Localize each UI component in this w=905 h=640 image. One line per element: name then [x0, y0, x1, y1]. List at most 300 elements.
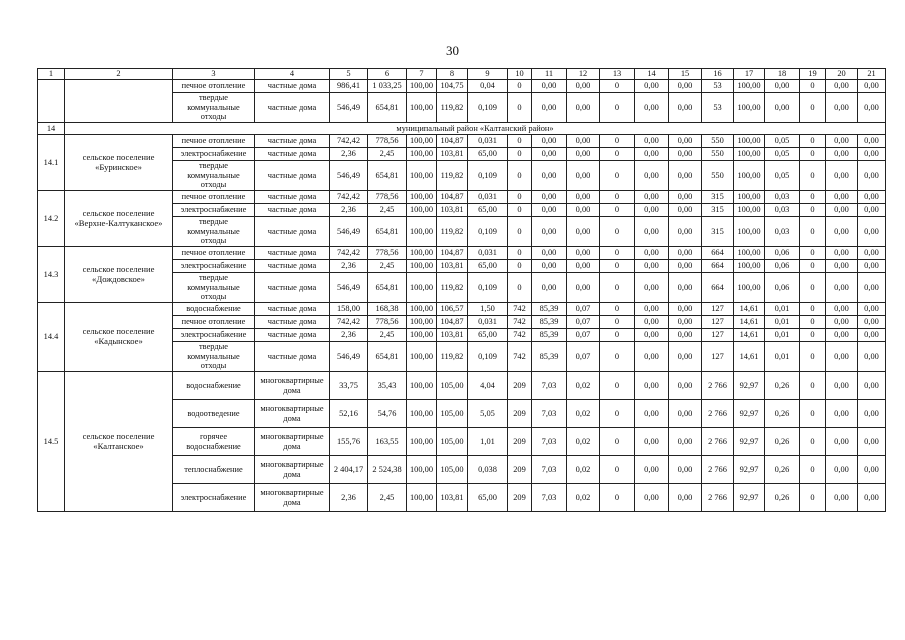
- table-row: [38, 191, 886, 204]
- table-cell: 104,87: [437, 316, 468, 329]
- table-cell: 654,81: [368, 93, 407, 123]
- table-cell: 0: [800, 93, 826, 123]
- table-cell: 119,82: [437, 217, 468, 247]
- table-cell: 209: [508, 456, 532, 484]
- table-cell: 0: [600, 148, 635, 161]
- table-cell: 0,00: [858, 484, 886, 512]
- table-cell: 2 404,17: [330, 456, 368, 484]
- table-cell: 315: [702, 191, 734, 204]
- table-cell: 2,45: [368, 260, 407, 273]
- table-cell: 0,00: [532, 204, 567, 217]
- table-cell: 92,97: [734, 484, 765, 512]
- table-cell: 14,61: [734, 329, 765, 342]
- blank-cell: [38, 80, 65, 123]
- table-cell: многоквартирные дома: [255, 456, 330, 484]
- blank-cell: [65, 80, 173, 123]
- table-cell: 0: [600, 342, 635, 372]
- table-cell: 0,00: [858, 303, 886, 316]
- table-cell: 65,00: [468, 148, 508, 161]
- table-cell: 0: [508, 80, 532, 93]
- table-cell: 0,00: [826, 456, 858, 484]
- group-number: 14.2: [38, 191, 65, 247]
- table-cell: 550: [702, 161, 734, 191]
- table-cell: 100,00: [407, 80, 437, 93]
- table-cell: 0: [800, 135, 826, 148]
- table-cell: 664: [702, 247, 734, 260]
- table-cell: 0: [800, 260, 826, 273]
- table-cell: 127: [702, 316, 734, 329]
- table-cell: 0,00: [858, 273, 886, 303]
- section-row: [38, 123, 886, 135]
- table-cell: теплоснабжение: [173, 456, 255, 484]
- table-cell: 0,00: [858, 260, 886, 273]
- table-cell: 986,41: [330, 80, 368, 93]
- table-cell: 0,07: [567, 342, 600, 372]
- table-cell: 0,00: [669, 217, 702, 247]
- table-cell: 0,00: [532, 93, 567, 123]
- column-number: 9: [468, 69, 508, 80]
- table-cell: 742: [508, 303, 532, 316]
- table-cell: 53: [702, 80, 734, 93]
- table-cell: 0,00: [635, 303, 669, 316]
- column-number: 8: [437, 69, 468, 80]
- settlement-name: сельское поселение «Кадынское»: [65, 303, 173, 372]
- table-cell: горячее водоснабжение: [173, 428, 255, 456]
- table-cell: 100,00: [734, 80, 765, 93]
- column-number: 3: [173, 69, 255, 80]
- table-cell: 0,00: [635, 191, 669, 204]
- table-cell: 742: [508, 342, 532, 372]
- table-cell: 7,03: [532, 456, 567, 484]
- table-cell: 0,00: [532, 161, 567, 191]
- table-cell: 0: [600, 273, 635, 303]
- table-cell: 0,109: [468, 273, 508, 303]
- table-cell: 0,03: [765, 204, 800, 217]
- table-cell: 119,82: [437, 93, 468, 123]
- table-cell: твердые коммунальные отходы: [173, 161, 255, 191]
- table-cell: 742,42: [330, 135, 368, 148]
- table-cell: 0,00: [635, 80, 669, 93]
- table-cell: 0: [800, 273, 826, 303]
- table-cell: 0: [508, 148, 532, 161]
- settlement-name: сельское поселение «Дождовское»: [65, 247, 173, 303]
- table-cell: 0,00: [826, 80, 858, 93]
- table-cell: частные дома: [255, 342, 330, 372]
- table-cell: 53: [702, 93, 734, 123]
- column-number: 20: [826, 69, 858, 80]
- table-cell: 100,00: [734, 93, 765, 123]
- table-cell: 0,00: [532, 273, 567, 303]
- table-cell: 0: [800, 456, 826, 484]
- table-cell: 0,109: [468, 342, 508, 372]
- settlement-name: сельское поселение «Калтанское»: [65, 372, 173, 512]
- table-cell: 0,00: [826, 191, 858, 204]
- table-cell: 4,04: [468, 372, 508, 400]
- table-cell: 2,45: [368, 204, 407, 217]
- table-cell: 100,00: [407, 247, 437, 260]
- table-cell: 100,00: [407, 316, 437, 329]
- table-cell: 546,49: [330, 93, 368, 123]
- table-cell: 0,01: [765, 342, 800, 372]
- table-cell: 100,00: [407, 217, 437, 247]
- table-cell: 0,00: [635, 273, 669, 303]
- table-cell: твердые коммунальные отходы: [173, 93, 255, 123]
- table-cell: 54,76: [368, 400, 407, 428]
- table-cell: 0,00: [532, 247, 567, 260]
- table-cell: 0,00: [858, 329, 886, 342]
- table-cell: 0,00: [532, 191, 567, 204]
- table-cell: 0,03: [765, 191, 800, 204]
- table-cell: 100,00: [407, 148, 437, 161]
- table-cell: 742,42: [330, 247, 368, 260]
- table-cell: 0: [508, 135, 532, 148]
- column-number: 13: [600, 69, 635, 80]
- table-cell: 0,01: [765, 329, 800, 342]
- table-cell: 209: [508, 400, 532, 428]
- table-cell: 158,00: [330, 303, 368, 316]
- table-cell: 103,81: [437, 204, 468, 217]
- table-cell: 0,02: [567, 428, 600, 456]
- table-cell: 7,03: [532, 372, 567, 400]
- column-number: 21: [858, 69, 886, 80]
- table-cell: 0,05: [765, 148, 800, 161]
- table-cell: 0,03: [765, 217, 800, 247]
- table-cell: 14,61: [734, 303, 765, 316]
- table-cell: 127: [702, 329, 734, 342]
- table-cell: 209: [508, 484, 532, 512]
- table-cell: 550: [702, 135, 734, 148]
- table-cell: 0,00: [635, 148, 669, 161]
- table-cell: 104,87: [437, 135, 468, 148]
- table-cell: 0,00: [669, 148, 702, 161]
- table-cell: 742,42: [330, 316, 368, 329]
- table-cell: 0,02: [567, 484, 600, 512]
- table-cell: 0: [600, 80, 635, 93]
- table-cell: 0,00: [567, 148, 600, 161]
- table-cell: 0,00: [858, 342, 886, 372]
- table-cell: 100,00: [407, 93, 437, 123]
- table-cell: 654,81: [368, 217, 407, 247]
- table-cell: 0,00: [635, 342, 669, 372]
- table-cell: 0: [600, 428, 635, 456]
- table-cell: 155,76: [330, 428, 368, 456]
- table-cell: 0,00: [669, 428, 702, 456]
- column-number: 2: [65, 69, 173, 80]
- table-cell: 0,00: [669, 372, 702, 400]
- table-cell: 0,00: [826, 247, 858, 260]
- table-cell: 0: [600, 400, 635, 428]
- table-cell: 0,00: [858, 191, 886, 204]
- table-cell: 100,00: [407, 428, 437, 456]
- table-cell: 0,00: [669, 260, 702, 273]
- table-cell: 0,00: [669, 484, 702, 512]
- table-cell: 654,81: [368, 342, 407, 372]
- table-cell: 0,00: [669, 80, 702, 93]
- table-cell: 0,00: [635, 135, 669, 148]
- table-cell: 0,26: [765, 484, 800, 512]
- table-cell: 0,00: [826, 372, 858, 400]
- table-cell: 0,00: [669, 273, 702, 303]
- table-cell: 0: [800, 484, 826, 512]
- table-cell: 2,36: [330, 148, 368, 161]
- table-cell: 0,00: [567, 217, 600, 247]
- table-cell: 0: [800, 303, 826, 316]
- table-cell: 0,00: [858, 204, 886, 217]
- table-cell: 0,00: [669, 93, 702, 123]
- table-cell: частные дома: [255, 303, 330, 316]
- table-cell: 0,00: [669, 400, 702, 428]
- table-cell: 0: [800, 372, 826, 400]
- table-cell: электроснабжение: [173, 148, 255, 161]
- table-cell: 2 766: [702, 428, 734, 456]
- table-cell: частные дома: [255, 148, 330, 161]
- table-cell: 0: [800, 217, 826, 247]
- table-cell: 100,00: [407, 273, 437, 303]
- table-cell: 100,00: [407, 400, 437, 428]
- table-cell: 0,038: [468, 456, 508, 484]
- table-cell: 7,03: [532, 400, 567, 428]
- table-cell: 105,00: [437, 428, 468, 456]
- column-number: 12: [567, 69, 600, 80]
- table-cell: 100,00: [407, 456, 437, 484]
- table-cell: 0,06: [765, 247, 800, 260]
- table-cell: 100,00: [407, 372, 437, 400]
- table-cell: 0,00: [635, 428, 669, 456]
- page-number: 30: [446, 43, 459, 58]
- table-cell: 0,00: [765, 93, 800, 123]
- table-cell: 654,81: [368, 161, 407, 191]
- table-cell: 0,031: [468, 247, 508, 260]
- table-cell: 100,00: [407, 191, 437, 204]
- table-cell: 0: [508, 217, 532, 247]
- table-cell: 0: [508, 260, 532, 273]
- table-cell: 0,00: [567, 161, 600, 191]
- table-cell: 0,00: [826, 329, 858, 342]
- table-cell: 0,00: [826, 135, 858, 148]
- table-cell: 0: [600, 260, 635, 273]
- table-cell: 0,01: [765, 316, 800, 329]
- table-cell: 5,05: [468, 400, 508, 428]
- table-cell: 33,75: [330, 372, 368, 400]
- table-cell: 0: [600, 93, 635, 123]
- column-number: 4: [255, 69, 330, 80]
- table-cell: 105,00: [437, 372, 468, 400]
- table-cell: 100,00: [407, 484, 437, 512]
- column-number: 16: [702, 69, 734, 80]
- table-cell: 85,39: [532, 329, 567, 342]
- column-number: 10: [508, 69, 532, 80]
- table-cell: 0,06: [765, 273, 800, 303]
- table-cell: 0,00: [567, 80, 600, 93]
- table-cell: 0,00: [826, 148, 858, 161]
- table-cell: 119,82: [437, 161, 468, 191]
- table-cell: 0: [508, 204, 532, 217]
- table-cell: 0: [508, 273, 532, 303]
- table-cell: 65,00: [468, 260, 508, 273]
- table-cell: 0,00: [858, 316, 886, 329]
- table-row: [38, 303, 886, 316]
- table-cell: печное отопление: [173, 316, 255, 329]
- table-row: [38, 135, 886, 148]
- table-cell: 0,00: [635, 400, 669, 428]
- table-cell: 103,81: [437, 260, 468, 273]
- table-cell: 92,97: [734, 456, 765, 484]
- table-cell: 100,00: [734, 191, 765, 204]
- table-cell: электроснабжение: [173, 260, 255, 273]
- table-cell: 100,00: [734, 260, 765, 273]
- table-cell: 100,00: [407, 329, 437, 342]
- table-cell: 100,00: [407, 161, 437, 191]
- table-cell: 0,00: [858, 456, 886, 484]
- table-cell: 209: [508, 428, 532, 456]
- table-cell: 7,03: [532, 428, 567, 456]
- table-row: [38, 247, 886, 260]
- table-cell: 0,00: [532, 135, 567, 148]
- table-cell: 0,00: [858, 247, 886, 260]
- table-cell: 0,00: [826, 400, 858, 428]
- table-cell: 0: [600, 135, 635, 148]
- table-cell: 14,61: [734, 342, 765, 372]
- column-number: 1: [38, 69, 65, 80]
- table-cell: 0: [508, 93, 532, 123]
- table-cell: 0,02: [567, 400, 600, 428]
- table-cell: 0,07: [567, 303, 600, 316]
- table-cell: 0: [600, 372, 635, 400]
- table-cell: 546,49: [330, 342, 368, 372]
- table-cell: 0,00: [635, 260, 669, 273]
- table-cell: 100,00: [734, 247, 765, 260]
- table-cell: 0,00: [669, 204, 702, 217]
- table-cell: 0: [600, 329, 635, 342]
- table-cell: 0,26: [765, 456, 800, 484]
- table-cell: 0,26: [765, 400, 800, 428]
- table-cell: 0,07: [567, 316, 600, 329]
- section-number: 14: [38, 123, 65, 135]
- table-cell: 0,26: [765, 372, 800, 400]
- table-cell: 0,00: [826, 260, 858, 273]
- table-cell: 119,82: [437, 273, 468, 303]
- table-cell: 65,00: [468, 329, 508, 342]
- table-cell: 2 766: [702, 456, 734, 484]
- table-cell: 546,49: [330, 217, 368, 247]
- table-cell: многоквартирные дома: [255, 428, 330, 456]
- table-cell: 664: [702, 273, 734, 303]
- table-cell: 2 766: [702, 400, 734, 428]
- table-cell: 0,00: [826, 93, 858, 123]
- table-cell: 119,82: [437, 342, 468, 372]
- table-cell: 550: [702, 148, 734, 161]
- table-cell: 654,81: [368, 273, 407, 303]
- table-cell: 0,00: [669, 456, 702, 484]
- table-cell: 2,45: [368, 148, 407, 161]
- table-cell: 100,00: [734, 135, 765, 148]
- settlement-name: сельское поселение «Буринское»: [65, 135, 173, 191]
- table-cell: 2 766: [702, 484, 734, 512]
- table-cell: 0,00: [669, 135, 702, 148]
- table-cell: 778,56: [368, 247, 407, 260]
- table-cell: 0,00: [532, 260, 567, 273]
- table-cell: 104,87: [437, 247, 468, 260]
- table-cell: 0,00: [669, 161, 702, 191]
- table-cell: твердые коммунальные отходы: [173, 217, 255, 247]
- table-cell: многоквартирные дома: [255, 400, 330, 428]
- table-cell: 546,49: [330, 273, 368, 303]
- table-cell: 742,42: [330, 191, 368, 204]
- table-cell: 100,00: [407, 260, 437, 273]
- group-number: 14.1: [38, 135, 65, 191]
- table-cell: 778,56: [368, 316, 407, 329]
- table-cell: водоотведение: [173, 400, 255, 428]
- table-cell: 0,00: [669, 342, 702, 372]
- table-cell: 0: [600, 204, 635, 217]
- table-cell: 0,00: [635, 93, 669, 123]
- table-cell: 0,00: [669, 191, 702, 204]
- table-cell: 778,56: [368, 135, 407, 148]
- table-cell: 0: [800, 428, 826, 456]
- table-cell: 0,109: [468, 217, 508, 247]
- table-cell: 209: [508, 372, 532, 400]
- table-cell: 0,00: [826, 273, 858, 303]
- table-cell: 92,97: [734, 400, 765, 428]
- table-cell: 0,00: [858, 80, 886, 93]
- table-cell: 0,00: [567, 247, 600, 260]
- table-cell: 0,031: [468, 135, 508, 148]
- table-cell: 0,00: [858, 428, 886, 456]
- table-cell: 0,00: [635, 329, 669, 342]
- table-cell: 0,00: [567, 191, 600, 204]
- table-cell: 0,00: [858, 161, 886, 191]
- table-cell: электроснабжение: [173, 484, 255, 512]
- table-cell: 0,00: [532, 148, 567, 161]
- table-cell: 0,00: [669, 247, 702, 260]
- table-cell: 0: [800, 342, 826, 372]
- table-cell: 100,00: [734, 204, 765, 217]
- table-cell: 0,109: [468, 93, 508, 123]
- table-cell: 1,01: [468, 428, 508, 456]
- table-cell: 0: [508, 161, 532, 191]
- column-number: 14: [635, 69, 669, 80]
- table-cell: водоснабжение: [173, 303, 255, 316]
- table-cell: 163,55: [368, 428, 407, 456]
- table-cell: 0,031: [468, 316, 508, 329]
- table-cell: 100,00: [734, 148, 765, 161]
- table-cell: 0,00: [567, 273, 600, 303]
- table-cell: 0: [600, 191, 635, 204]
- table-cell: 0: [600, 303, 635, 316]
- table-cell: 0,26: [765, 428, 800, 456]
- table-cell: 65,00: [468, 484, 508, 512]
- column-number: 15: [669, 69, 702, 80]
- table-cell: 2,45: [368, 484, 407, 512]
- table-cell: 0,00: [826, 217, 858, 247]
- table-row: [38, 372, 886, 400]
- column-number: 18: [765, 69, 800, 80]
- table-cell: 0,04: [468, 80, 508, 93]
- table-cell: 0: [600, 484, 635, 512]
- table-cell: 104,75: [437, 80, 468, 93]
- table-cell: 0,00: [567, 135, 600, 148]
- table-cell: 0,00: [826, 204, 858, 217]
- table-row: [38, 80, 886, 93]
- table-cell: 0,00: [858, 135, 886, 148]
- table-cell: 2,36: [330, 329, 368, 342]
- table-cell: 0,00: [635, 456, 669, 484]
- group-number: 14.5: [38, 372, 65, 512]
- table-cell: 0,00: [669, 316, 702, 329]
- column-number: 6: [368, 69, 407, 80]
- settlement-name: сельское поселение «Верхне-Калтуканское»: [65, 191, 173, 247]
- table-cell: 0,00: [635, 372, 669, 400]
